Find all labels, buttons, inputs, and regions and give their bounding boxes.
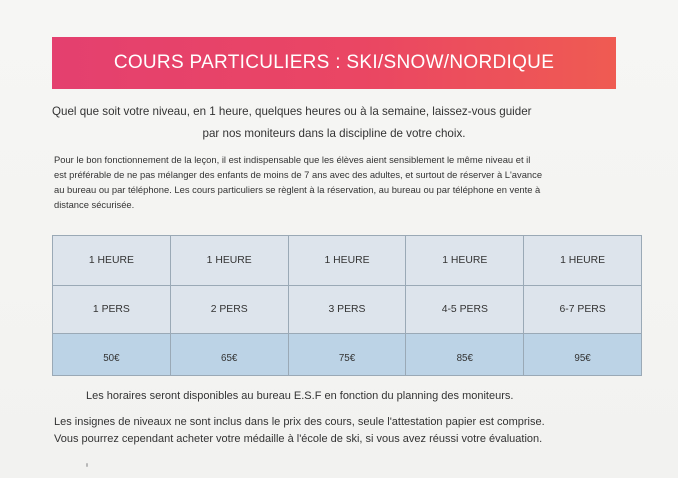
notice-line-2: est préférable de ne pas mélanger des enfants de moins de 7 ans avec des adultes, et surtout de réserver à L'avance [54,169,543,180]
intro-line-1: Quel que soit votre niveau, en 1 heure, quelques heures ou à la semaine, laissez-vous guider [52,105,532,118]
badges-note-line-2: Vous pourrez cependant acheter votre médaille à l'école de ski, si vous avez réussi votre évaluation. [54,433,543,445]
persons-cell: 2 PERS [170,286,288,334]
persons-cell: 3 PERS [288,286,406,334]
duration-row [53,236,642,286]
intro-line-2: par nos moniteurs dans la discipline de votre choix. [202,127,466,140]
price-table [52,235,642,376]
duration-cell: 1 HEURE [288,236,406,286]
notice-line-3: au bureau ou par téléphone. Les cours particuliers se règlent à la réservation, au bureau ou par téléphone en vente à [54,184,541,195]
price-row [53,334,642,376]
duration-cell: 1 HEURE [53,236,171,286]
duration-cell: 1 HEURE [524,236,642,286]
price-cell: 95€ [524,334,642,376]
badges-note [54,414,545,448]
price-cell: 85€ [406,334,524,376]
persons-cell: 4-5 PERS [406,286,524,334]
price-cell: 65€ [170,334,288,376]
page-title: COURS PARTICULIERS : SKI/SNOW/NORDIQUE [113,52,555,73]
notice-paragraph [54,152,624,212]
notice-line-1: Pour le bon fonctionnement de la leçon, il est indispensable que les élèves aient sensiblement le même niveau et il [54,154,531,165]
schedule-note: Les horaires seront disponibles au bureau E.S.F en fonction du planning des moniteurs. [86,390,514,402]
duration-cell: 1 HEURE [406,236,524,286]
price-cell: 75€ [288,334,406,376]
persons-cell: 1 PERS [53,286,171,334]
price-cell: 50€ [53,334,171,376]
persons-cell: 6-7 PERS [524,286,642,334]
notice-line-4: distance sécurisée. [54,199,135,210]
persons-row [53,286,642,334]
title-banner [52,37,616,89]
scan-speck [86,463,88,467]
badges-note-line-1: Les insignes de niveaux ne sont inclus dans le prix des cours, seule l'attestation papier est comprise. [54,416,545,428]
duration-cell: 1 HEURE [170,236,288,286]
